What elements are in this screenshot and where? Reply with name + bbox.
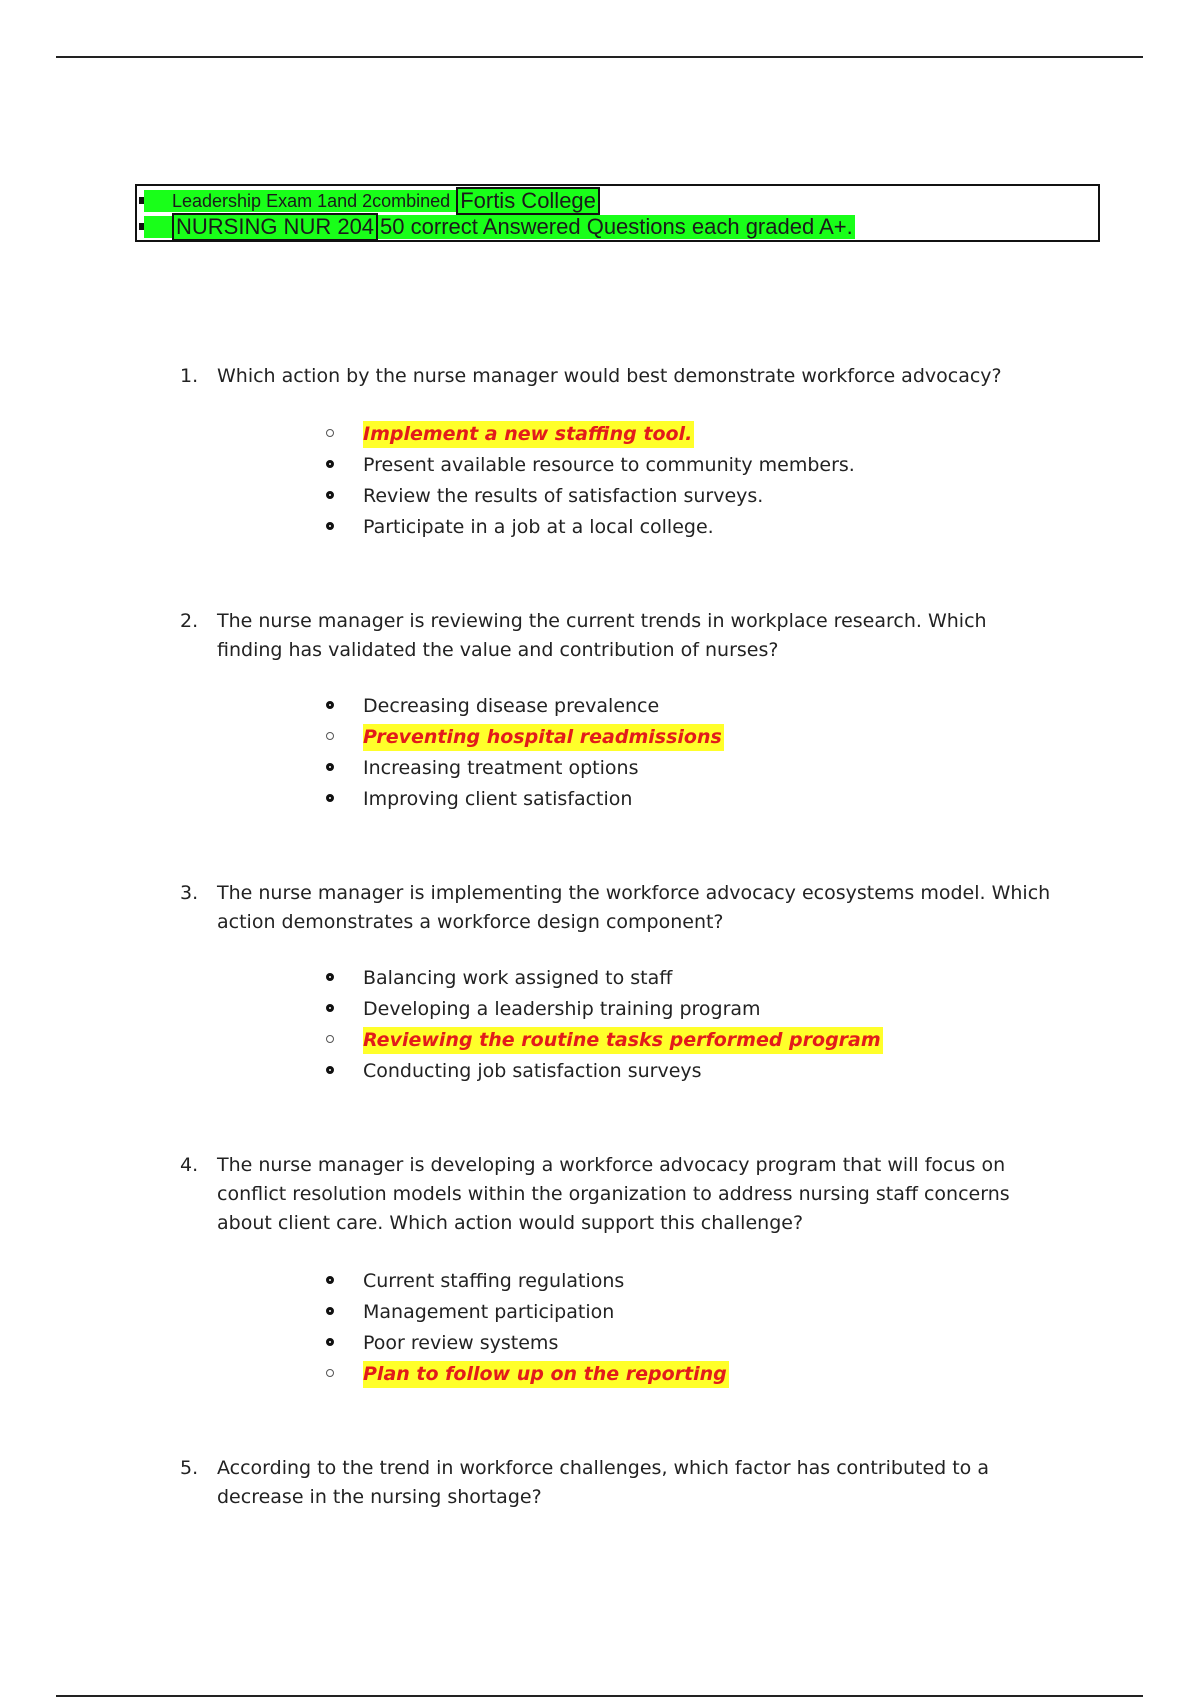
circle-bullet-icon — [326, 1276, 334, 1284]
answer-text: Current staffing regulations — [363, 1270, 625, 1292]
circle-bullet-icon — [326, 1369, 334, 1377]
circle-bullet-icon — [326, 460, 334, 468]
circle-bullet-icon — [326, 522, 334, 530]
answer-text: Poor review systems — [363, 1332, 559, 1354]
circle-bullet-icon — [326, 491, 334, 499]
question-number: 1. — [180, 365, 199, 387]
answer-text: Participate in a job at a local college. — [363, 516, 714, 538]
circle-bullet-icon — [326, 763, 334, 771]
banner-line-2 — [137, 213, 855, 240]
correct-answer: Reviewing the routine tasks performed program — [363, 1027, 883, 1054]
circle-bullet-icon — [326, 794, 334, 802]
title-banner — [135, 184, 1100, 242]
question-number: 3. — [180, 882, 199, 904]
circle-bullet-icon — [326, 973, 334, 981]
answer-text: Increasing treatment options — [363, 757, 639, 779]
answer-text: Improving client satisfaction — [363, 788, 633, 810]
question-text: The nurse manager is developing a workforce advocacy program that will focus on conflict resolution models within the organization to address nursing staff concerns about client care. Which action would support this challenge? — [217, 1154, 1010, 1234]
answer-text: Review the results of satisfaction surveys. — [363, 485, 764, 507]
circle-bullet-icon — [326, 429, 334, 437]
circle-bullet-icon — [326, 1004, 334, 1012]
circle-bullet-icon — [326, 1338, 334, 1346]
question-text: The nurse manager is implementing the workforce advocacy ecosystems model. Which action demonstrates a workforce design component? — [217, 882, 1051, 933]
question-number: 4. — [180, 1154, 199, 1176]
circle-bullet-icon — [326, 1035, 334, 1043]
banner-line-1 — [137, 187, 600, 214]
question-text: Which action by the nurse manager would best demonstrate workforce advocacy? — [217, 365, 1002, 387]
question-text: The nurse manager is reviewing the current trends in workplace research. Which finding has validated the value and contribution of nurses? — [217, 610, 987, 661]
correct-answer: Plan to follow up on the reporting — [363, 1361, 729, 1388]
circle-bullet-icon — [326, 701, 334, 709]
banner-subtitle: Leadership Exam 1and 2combined — [172, 190, 456, 212]
question-number: 2. — [180, 610, 199, 632]
answer-text: Conducting job satisfaction surveys — [363, 1060, 702, 1082]
answer-text: Developing a leadership training program — [363, 998, 761, 1020]
answer-text: Management participation — [363, 1301, 615, 1323]
banner-college: Fortis College — [456, 187, 600, 215]
banner-course: NURSING NUR 204 — [172, 213, 378, 241]
banner-description: 50 correct Answered Questions each graded A+. — [380, 213, 853, 239]
circle-bullet-icon — [326, 732, 334, 740]
question-text: According to the trend in workforce challenges, which factor has contributed to a decrease in the nursing shortage? — [217, 1457, 989, 1508]
answer-text: Balancing work assigned to staff — [363, 967, 673, 989]
circle-bullet-icon — [326, 1307, 334, 1315]
answer-text: Present available resource to community members. — [363, 454, 855, 476]
question-number: 5. — [180, 1457, 199, 1479]
footer-rule — [56, 1695, 1143, 1697]
answer-text: Decreasing disease prevalence — [363, 695, 660, 717]
header-rule — [56, 56, 1143, 58]
circle-bullet-icon — [326, 1066, 334, 1074]
correct-answer: Preventing hospital readmissions — [363, 724, 724, 751]
correct-answer: Implement a new staffing tool. — [363, 421, 694, 448]
